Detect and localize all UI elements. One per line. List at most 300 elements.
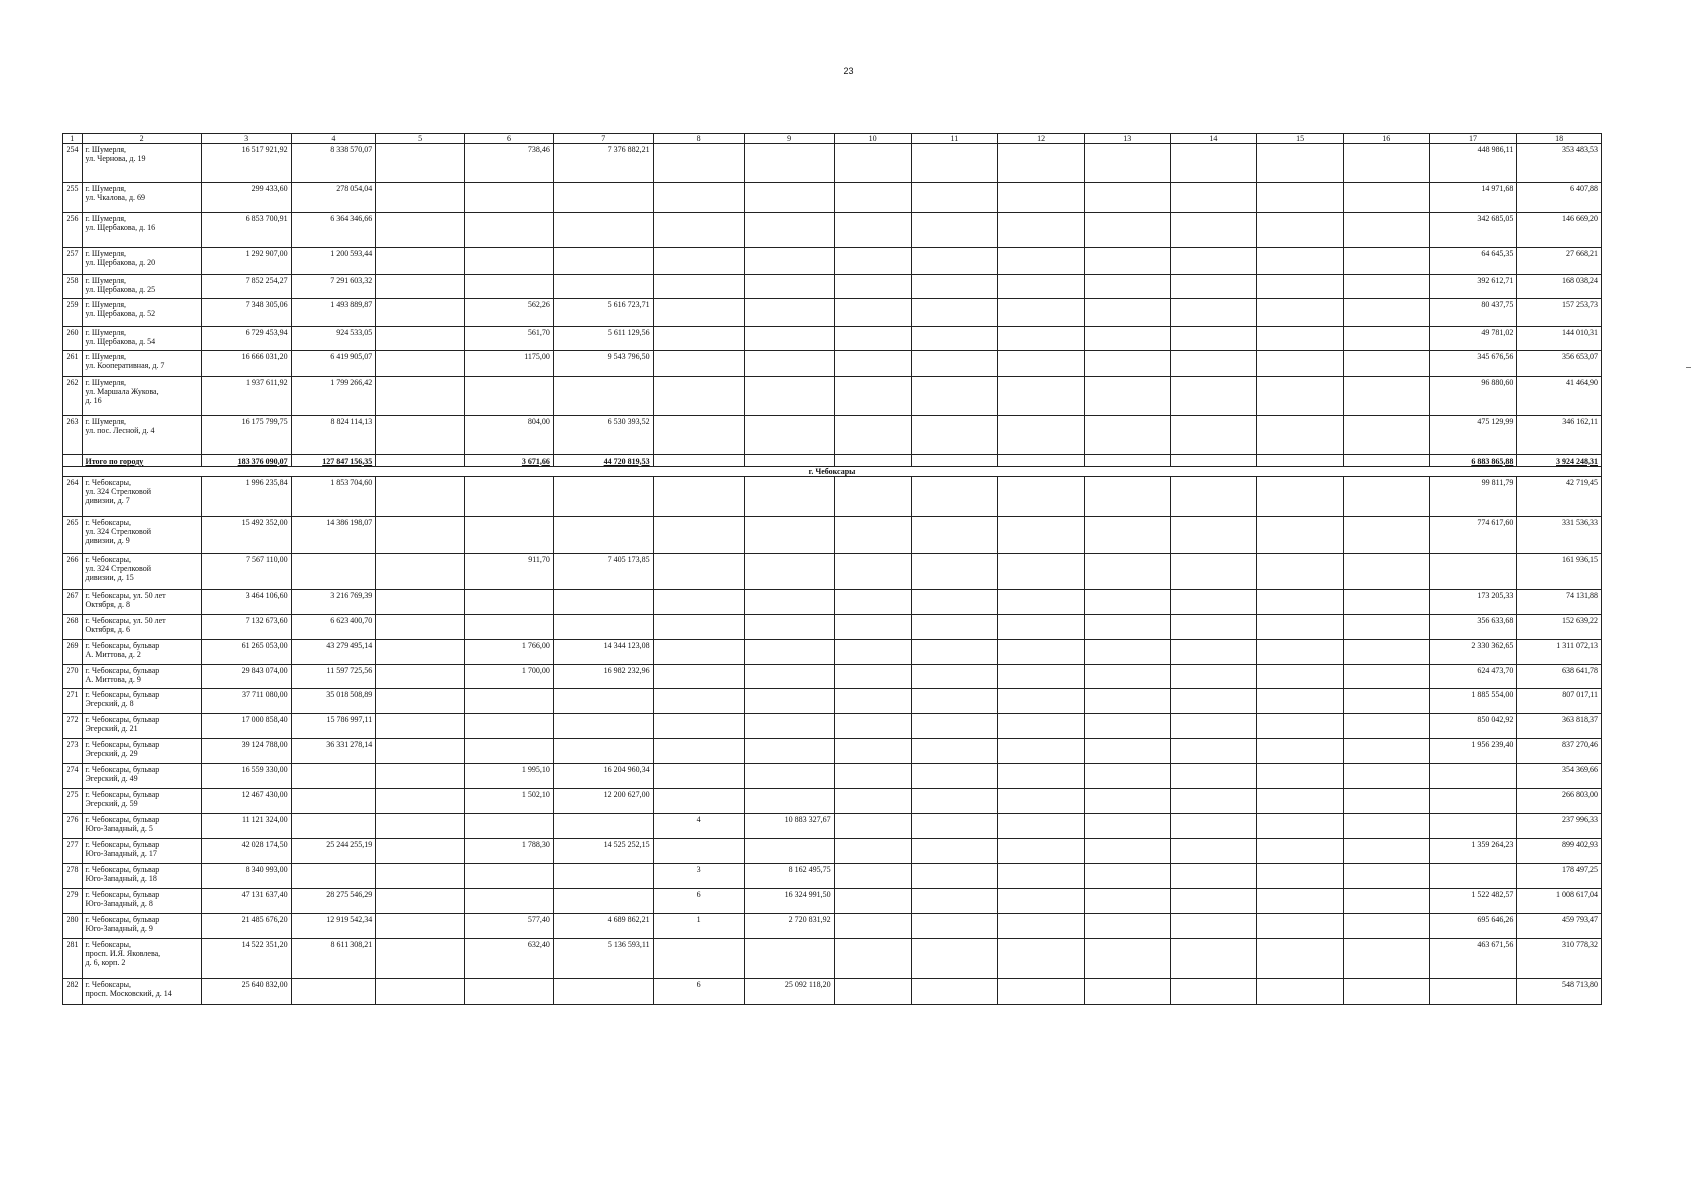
col3-value: 299 433,60 xyxy=(201,183,291,213)
address-line: г. Шумерля, xyxy=(85,300,127,309)
empty-cell xyxy=(1257,689,1344,714)
empty-cell xyxy=(834,275,911,299)
col7-value xyxy=(553,714,653,739)
address-line: ул. 324 Стрелковой xyxy=(85,487,151,496)
col7-value xyxy=(553,689,653,714)
empty-cell xyxy=(834,764,911,789)
col18-value: 74 131,88 xyxy=(1517,590,1602,615)
col3-value: 25 640 832,00 xyxy=(201,979,291,1005)
col6-value: 804,00 xyxy=(465,416,554,455)
empty-cell xyxy=(1343,714,1429,739)
empty-cell xyxy=(1257,455,1344,467)
col6-value: 632,40 xyxy=(465,939,554,979)
empty-cell xyxy=(376,979,465,1005)
empty-cell xyxy=(1084,640,1170,665)
col9-value xyxy=(744,517,834,554)
empty-cell xyxy=(1170,939,1257,979)
col17-value: 99 811,79 xyxy=(1429,477,1517,517)
empty-cell xyxy=(1084,183,1170,213)
col6-value xyxy=(465,248,554,275)
address-line: г. Шумерля, xyxy=(85,214,127,223)
empty-cell xyxy=(998,213,1085,248)
col18-value: 346 162,11 xyxy=(1517,416,1602,455)
col6-value: 738,46 xyxy=(465,144,554,183)
col3-value: 8 340 993,00 xyxy=(201,864,291,889)
empty-cell xyxy=(1170,477,1257,517)
column-number-7: 7 xyxy=(553,134,653,144)
empty-cell xyxy=(376,248,465,275)
col17-value: 64 645,35 xyxy=(1429,248,1517,275)
address-line: Эгерский, д. 29 xyxy=(85,749,138,758)
col18-value: 161 936,15 xyxy=(1517,554,1602,590)
row-number: 265 xyxy=(63,517,83,554)
address-line: Эгерский, д. 8 xyxy=(85,699,134,708)
col7-value: 7 405 173,85 xyxy=(553,554,653,590)
address-line: А. Миттова, д. 9 xyxy=(85,675,141,684)
empty-cell xyxy=(1343,889,1429,914)
col18-value: 353 483,53 xyxy=(1517,144,1602,183)
empty-cell xyxy=(1343,275,1429,299)
empty-cell xyxy=(1257,889,1344,914)
empty-cell xyxy=(834,351,911,377)
address-line: ул. Щербакова, д. 20 xyxy=(85,258,156,267)
empty-cell xyxy=(998,351,1085,377)
empty-cell xyxy=(1257,814,1344,839)
empty-cell xyxy=(1084,275,1170,299)
empty-cell xyxy=(1084,144,1170,183)
empty-cell xyxy=(1170,377,1257,416)
col6-value xyxy=(465,739,554,764)
empty-cell xyxy=(376,275,465,299)
empty-cell xyxy=(834,739,911,764)
address-line: г. Шумерля, xyxy=(85,249,127,258)
col8-value: 4 xyxy=(653,814,744,839)
empty-cell xyxy=(911,914,998,939)
empty-cell xyxy=(1084,864,1170,889)
col4-value: 11 597 725,56 xyxy=(291,665,376,689)
col4-value: 8 338 570,07 xyxy=(291,144,376,183)
col17-value: 80 437,75 xyxy=(1429,299,1517,327)
col4-value xyxy=(291,814,376,839)
col18-value: 356 653,07 xyxy=(1517,351,1602,377)
empty-cell xyxy=(1170,455,1257,467)
col7-value xyxy=(553,814,653,839)
col17-value: 1 956 239,40 xyxy=(1429,739,1517,764)
empty-cell xyxy=(376,517,465,554)
empty-cell xyxy=(376,640,465,665)
row-number: 271 xyxy=(63,689,83,714)
empty-cell xyxy=(834,889,911,914)
empty-cell xyxy=(376,351,465,377)
empty-cell xyxy=(376,864,465,889)
empty-cell xyxy=(1170,839,1257,864)
empty-cell xyxy=(834,939,911,979)
table-row xyxy=(63,864,1602,889)
col8-value xyxy=(653,665,744,689)
row-number: 267 xyxy=(63,590,83,615)
empty-cell xyxy=(998,455,1085,467)
table-row xyxy=(63,248,1602,275)
empty-cell xyxy=(834,327,911,351)
empty-cell xyxy=(1343,248,1429,275)
column-number-18: 18 xyxy=(1517,134,1602,144)
table-row xyxy=(63,477,1602,517)
col4-value: 1 200 593,44 xyxy=(291,248,376,275)
column-number-14: 14 xyxy=(1170,134,1257,144)
row-number: 266 xyxy=(63,554,83,590)
col8-value xyxy=(653,327,744,351)
empty-cell xyxy=(911,299,998,327)
empty-cell xyxy=(998,764,1085,789)
empty-cell xyxy=(1084,615,1170,640)
empty-cell xyxy=(1343,299,1429,327)
col6-value: 577,40 xyxy=(465,914,554,939)
col8-value xyxy=(653,590,744,615)
table-row xyxy=(63,665,1602,689)
city-total-row xyxy=(63,455,1602,467)
col8-value xyxy=(653,839,744,864)
col17-value xyxy=(1429,814,1517,839)
table-row xyxy=(63,640,1602,665)
total-c18: 3 924 248,31 xyxy=(1517,455,1602,467)
col6-value: 562,26 xyxy=(465,299,554,327)
address-line: дивизии, д. 9 xyxy=(85,536,130,545)
col4-value: 8 611 308,21 xyxy=(291,939,376,979)
empty-cell xyxy=(911,554,998,590)
empty-cell xyxy=(1343,914,1429,939)
column-number-12: 12 xyxy=(998,134,1085,144)
empty-cell xyxy=(1343,327,1429,351)
empty-cell xyxy=(1084,665,1170,689)
address-cell xyxy=(82,377,201,416)
col9-value xyxy=(744,714,834,739)
col8-value: 3 xyxy=(653,864,744,889)
col9-value xyxy=(744,554,834,590)
col3-value: 21 485 676,20 xyxy=(201,914,291,939)
col8-value xyxy=(653,275,744,299)
col17-value xyxy=(1429,554,1517,590)
empty-cell xyxy=(1170,914,1257,939)
col7-value: 12 200 627,00 xyxy=(553,789,653,814)
empty-cell xyxy=(1343,455,1429,467)
column-number-9: 9 xyxy=(744,134,834,144)
col18-value: 27 668,21 xyxy=(1517,248,1602,275)
empty-cell xyxy=(834,455,911,467)
empty-cell xyxy=(911,814,998,839)
table-row xyxy=(63,299,1602,327)
empty-cell xyxy=(1257,299,1344,327)
address-line: ул. 324 Стрелковой xyxy=(85,564,151,573)
row-number: 258 xyxy=(63,275,83,299)
col18-value: 331 536,33 xyxy=(1517,517,1602,554)
column-number-row xyxy=(63,134,1602,144)
table-row xyxy=(63,183,1602,213)
table-row xyxy=(63,416,1602,455)
col6-value: 1 700,00 xyxy=(465,665,554,689)
col18-value: 638 641,78 xyxy=(1517,665,1602,689)
col17-value: 695 646,26 xyxy=(1429,914,1517,939)
empty-cell xyxy=(1084,689,1170,714)
empty-cell xyxy=(998,939,1085,979)
address-cell xyxy=(82,416,201,455)
empty-cell xyxy=(998,144,1085,183)
col4-value: 6 623 400,70 xyxy=(291,615,376,640)
empty-cell xyxy=(376,590,465,615)
table-row xyxy=(63,517,1602,554)
col4-value: 43 279 495,14 xyxy=(291,640,376,665)
empty-cell xyxy=(998,517,1085,554)
empty-cell xyxy=(1343,789,1429,814)
empty-cell xyxy=(1257,979,1344,1005)
col7-value: 5 136 593,11 xyxy=(553,939,653,979)
col18-value: 146 669,20 xyxy=(1517,213,1602,248)
empty-cell xyxy=(1170,213,1257,248)
col3-value: 39 124 788,00 xyxy=(201,739,291,764)
col8-value xyxy=(653,144,744,183)
col17-value: 49 781,02 xyxy=(1429,327,1517,351)
empty-cell xyxy=(1257,789,1344,814)
col9-value: 2 720 831,92 xyxy=(744,914,834,939)
col4-value xyxy=(291,789,376,814)
empty-cell xyxy=(744,455,834,467)
address-cell xyxy=(82,939,201,979)
col3-value: 7 567 110,00 xyxy=(201,554,291,590)
col4-value: 7 291 603,32 xyxy=(291,275,376,299)
col4-value: 3 216 769,39 xyxy=(291,590,376,615)
col18-value: 1 311 072,13 xyxy=(1517,640,1602,665)
row-number: 278 xyxy=(63,864,83,889)
empty-cell xyxy=(834,517,911,554)
address-cell xyxy=(82,889,201,914)
row-number: 261 xyxy=(63,351,83,377)
table-row xyxy=(63,939,1602,979)
col6-value xyxy=(465,714,554,739)
address-line: г. Чебоксары, бульвар xyxy=(85,690,160,699)
address-line: г. Чебоксары, бульвар xyxy=(85,915,160,924)
address-line: ул. Кооперативная, д. 7 xyxy=(85,361,165,370)
row-number: 257 xyxy=(63,248,83,275)
col3-value: 14 522 351,20 xyxy=(201,939,291,979)
empty-cell xyxy=(1084,814,1170,839)
empty-cell xyxy=(998,477,1085,517)
col18-value: 41 464,90 xyxy=(1517,377,1602,416)
col4-value: 1 853 704,60 xyxy=(291,477,376,517)
address-line: г. Шумерля, xyxy=(85,145,127,154)
table-row xyxy=(63,554,1602,590)
total-c7: 44 720 819,53 xyxy=(553,455,653,467)
empty-cell xyxy=(376,213,465,248)
address-line: г. Чебоксары, xyxy=(85,478,131,487)
address-line: г. Чебоксары, ул. 50 лет xyxy=(85,591,166,600)
column-number-6: 6 xyxy=(465,134,554,144)
row-number: 280 xyxy=(63,914,83,939)
col17-value xyxy=(1429,764,1517,789)
col18-value: 152 639,22 xyxy=(1517,615,1602,640)
address-line: г. Чебоксары, бульвар xyxy=(85,740,160,749)
col8-value: 1 xyxy=(653,914,744,939)
address-cell xyxy=(82,979,201,1005)
col3-value: 11 121 324,00 xyxy=(201,814,291,839)
empty-cell xyxy=(1343,183,1429,213)
address-line: г. Чебоксары, бульвар xyxy=(85,865,160,874)
col6-value xyxy=(465,814,554,839)
empty-cell xyxy=(376,714,465,739)
col4-value: 1 799 266,42 xyxy=(291,377,376,416)
empty-cell xyxy=(1343,477,1429,517)
col6-value: 1 788,30 xyxy=(465,839,554,864)
empty-cell xyxy=(834,183,911,213)
col3-value: 16 559 330,00 xyxy=(201,764,291,789)
empty-cell xyxy=(911,764,998,789)
table-row xyxy=(63,814,1602,839)
empty-cell xyxy=(911,477,998,517)
col7-value: 4 689 862,21 xyxy=(553,914,653,939)
empty-cell xyxy=(1084,416,1170,455)
col6-value xyxy=(465,275,554,299)
empty-cell xyxy=(376,739,465,764)
row-number: 256 xyxy=(63,213,83,248)
empty-cell xyxy=(998,714,1085,739)
col3-value: 47 131 637,40 xyxy=(201,889,291,914)
empty-cell xyxy=(911,839,998,864)
empty-cell xyxy=(1170,554,1257,590)
col3-value: 17 000 858,40 xyxy=(201,714,291,739)
row-number: 273 xyxy=(63,739,83,764)
col6-value xyxy=(465,183,554,213)
col17-value: 356 633,68 xyxy=(1429,615,1517,640)
empty-cell xyxy=(998,590,1085,615)
empty-cell xyxy=(1084,455,1170,467)
col9-value xyxy=(744,248,834,275)
empty-cell xyxy=(911,327,998,351)
address-line: просп. И.Я. Яковлева, xyxy=(85,949,161,958)
col3-value: 12 467 430,00 xyxy=(201,789,291,814)
empty-cell xyxy=(1170,689,1257,714)
address-cell xyxy=(82,615,201,640)
address-cell xyxy=(82,839,201,864)
empty-cell xyxy=(998,275,1085,299)
address-cell xyxy=(82,275,201,299)
col8-value xyxy=(653,213,744,248)
col8-value xyxy=(653,351,744,377)
empty-cell xyxy=(376,764,465,789)
col4-value: 12 919 542,34 xyxy=(291,914,376,939)
address-line: А. Миттова, д. 2 xyxy=(85,650,141,659)
col18-value: 459 793,47 xyxy=(1517,914,1602,939)
address-line: Эгерский, д. 21 xyxy=(85,724,138,733)
address-line: Юго-Западный, д. 5 xyxy=(85,824,153,833)
column-number-11: 11 xyxy=(911,134,998,144)
page-number: 23 xyxy=(843,66,854,76)
empty-cell xyxy=(376,183,465,213)
empty-cell xyxy=(1084,764,1170,789)
address-line: г. Шумерля, xyxy=(85,328,127,337)
address-line: г. Чебоксары, бульвар xyxy=(85,890,160,899)
col18-value: 157 253,73 xyxy=(1517,299,1602,327)
col3-value: 1 937 611,92 xyxy=(201,377,291,416)
col17-value: 173 205,33 xyxy=(1429,590,1517,615)
margin-mark xyxy=(1686,367,1691,368)
empty-cell xyxy=(998,814,1085,839)
column-number-8: 8 xyxy=(653,134,744,144)
table-row xyxy=(63,839,1602,864)
empty-cell xyxy=(63,455,83,467)
address-cell xyxy=(82,554,201,590)
col6-value xyxy=(465,979,554,1005)
empty-cell xyxy=(1257,714,1344,739)
col3-value: 42 028 174,50 xyxy=(201,839,291,864)
empty-cell xyxy=(834,590,911,615)
table-row xyxy=(63,689,1602,714)
col4-value: 8 824 114,13 xyxy=(291,416,376,455)
col8-value xyxy=(653,477,744,517)
col17-value: 2 330 362,65 xyxy=(1429,640,1517,665)
col6-value xyxy=(465,213,554,248)
col8-value xyxy=(653,416,744,455)
empty-cell xyxy=(1170,517,1257,554)
col17-value xyxy=(1429,979,1517,1005)
table-row xyxy=(63,275,1602,299)
address-line: Эгерский, д. 49 xyxy=(85,774,138,783)
empty-cell xyxy=(1257,213,1344,248)
address-line: г. Шумерля, xyxy=(85,352,127,361)
address-line: ул. Чернова, д. 19 xyxy=(85,154,146,163)
col6-value: 911,70 xyxy=(465,554,554,590)
address-line: г. Чебоксары, бульвар xyxy=(85,815,160,824)
empty-cell xyxy=(1257,554,1344,590)
col8-value: 6 xyxy=(653,889,744,914)
col18-value: 899 402,93 xyxy=(1517,839,1602,864)
empty-cell xyxy=(911,864,998,889)
empty-cell xyxy=(1170,789,1257,814)
empty-cell xyxy=(834,554,911,590)
address-line: г. Чебоксары, бульвар xyxy=(85,790,160,799)
col3-value: 1 996 235,84 xyxy=(201,477,291,517)
empty-cell xyxy=(1343,416,1429,455)
col17-value: 96 880,60 xyxy=(1429,377,1517,416)
empty-cell xyxy=(1343,351,1429,377)
col4-value: 6 364 346,66 xyxy=(291,213,376,248)
col17-value xyxy=(1429,789,1517,814)
empty-cell xyxy=(376,814,465,839)
address-cell xyxy=(82,739,201,764)
empty-cell xyxy=(1084,213,1170,248)
address-cell xyxy=(82,789,201,814)
empty-cell xyxy=(1084,377,1170,416)
col18-value: 266 803,00 xyxy=(1517,789,1602,814)
table-row xyxy=(63,590,1602,615)
row-number: 274 xyxy=(63,764,83,789)
empty-cell xyxy=(998,327,1085,351)
empty-cell xyxy=(1257,615,1344,640)
empty-cell xyxy=(911,248,998,275)
empty-cell xyxy=(1257,914,1344,939)
col7-value xyxy=(553,615,653,640)
column-number-2: 2 xyxy=(82,134,201,144)
address-line: д. 16 xyxy=(85,396,102,405)
table-row xyxy=(63,739,1602,764)
col6-value xyxy=(465,590,554,615)
col4-value: 28 275 546,29 xyxy=(291,889,376,914)
row-number: 281 xyxy=(63,939,83,979)
empty-cell xyxy=(1257,764,1344,789)
address-line: г. Чебоксары, бульвар xyxy=(85,840,160,849)
empty-cell xyxy=(834,979,911,1005)
col7-value xyxy=(553,183,653,213)
col18-value: 354 369,66 xyxy=(1517,764,1602,789)
empty-cell xyxy=(1170,739,1257,764)
empty-cell xyxy=(911,590,998,615)
